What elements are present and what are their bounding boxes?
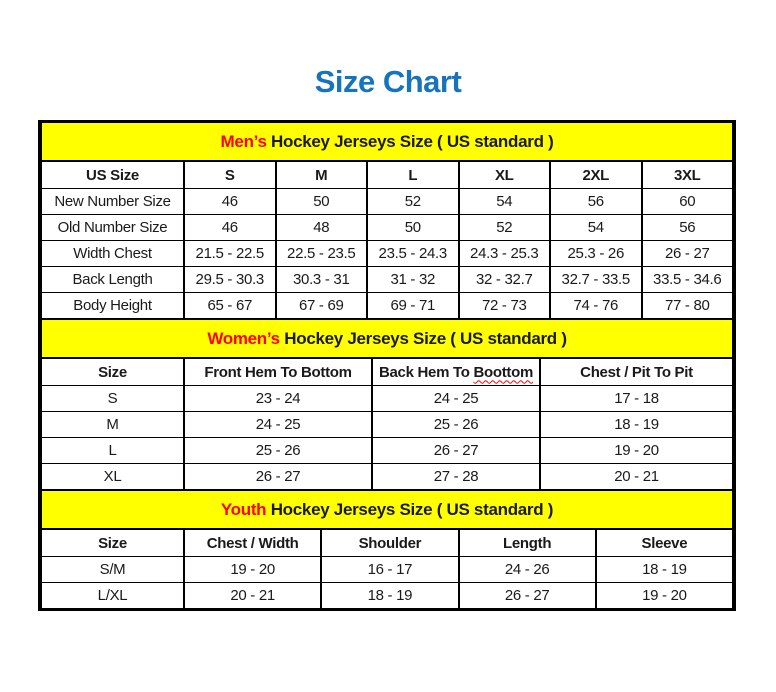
page-title: Size Chart [314,64,462,99]
header-text: Back Hem To [378,363,474,381]
data-cell: 60 [642,189,734,215]
youth-size-table [40,490,734,609]
table-row [41,386,733,412]
youth-section-band [41,491,733,530]
header-cell: Size [41,529,184,557]
data-cell: 26 - 27 [372,438,540,464]
data-cell: 26 - 27 [184,464,372,490]
row-label: New Number Size [41,189,184,215]
row-label: S [41,386,184,412]
header-cell: Chest / Width [184,529,321,557]
table-row [41,583,733,609]
data-cell: 19 - 20 [184,557,321,583]
data-cell: 74 - 76 [550,293,642,319]
row-label: L [41,438,184,464]
data-cell: 29.5 - 30.3 [184,267,276,293]
header-cell-misspelled [372,358,540,386]
header-cell: Length [459,529,596,557]
data-cell: 52 [367,189,459,215]
row-label: M [41,412,184,438]
row-label: Old Number Size [41,215,184,241]
data-cell: 27 - 28 [372,464,540,490]
size-chart-table [38,120,736,611]
row-label: Back Length [41,267,184,293]
data-cell: 54 [459,189,551,215]
data-cell: 33.5 - 34.6 [642,267,734,293]
header-cell: L [367,161,459,189]
data-cell: 16 - 17 [321,557,458,583]
header-cell: S [184,161,276,189]
header-cell: Shoulder [321,529,458,557]
data-cell: 20 - 21 [540,464,733,490]
mens-title-highlight: Men’s [220,131,267,151]
table-row [41,557,733,583]
data-cell: 46 [184,189,276,215]
womens-header-row [41,358,733,386]
data-cell: 67 - 69 [276,293,368,319]
row-label: S/M [41,557,184,583]
data-cell: 46 [184,215,276,241]
data-cell: 32.7 - 33.5 [550,267,642,293]
header-cell: XL [459,161,551,189]
data-cell: 21.5 - 22.5 [184,241,276,267]
mens-section-title [41,123,733,162]
header-cell: Size [41,358,184,386]
womens-size-table [40,319,734,490]
data-cell: 56 [550,189,642,215]
data-cell: 26 - 27 [642,241,734,267]
data-cell: 48 [276,215,368,241]
data-cell: 56 [642,215,734,241]
data-cell: 18 - 19 [321,583,458,609]
data-cell: 32 - 32.7 [459,267,551,293]
data-cell: 72 - 73 [459,293,551,319]
data-cell: 50 [367,215,459,241]
data-cell: 19 - 20 [596,583,733,609]
youth-title-highlight: Youth [220,499,267,519]
data-cell: 24 - 25 [184,412,372,438]
table-row [41,189,733,215]
header-cell: M [276,161,368,189]
data-cell: 22.5 - 23.5 [276,241,368,267]
data-cell: 77 - 80 [642,293,734,319]
data-cell: 26 - 27 [459,583,596,609]
row-label: XL [41,464,184,490]
table-row [41,438,733,464]
header-cell: Front Hem To Bottom [184,358,372,386]
womens-title-rest: Hockey Jerseys Size ( US standard ) [279,328,567,348]
mens-header-row [41,161,733,189]
table-row [41,241,733,267]
mens-size-table [40,122,734,319]
spellcheck-squiggle-word: Boottom [473,363,534,381]
row-label: Width Chest [41,241,184,267]
data-cell: 19 - 20 [540,438,733,464]
data-cell: 23.5 - 24.3 [367,241,459,267]
data-cell: 25.3 - 26 [550,241,642,267]
table-row [41,464,733,490]
header-cell: Sleeve [596,529,733,557]
womens-title-highlight: Women’s [207,328,280,348]
data-cell: 18 - 19 [540,412,733,438]
data-cell: 20 - 21 [184,583,321,609]
womens-section-band [41,320,733,359]
mens-section-band [41,123,733,162]
youth-section-title [41,491,733,530]
data-cell: 18 - 19 [596,557,733,583]
womens-section-title [41,320,733,359]
header-cell: Chest / Pit To Pit [540,358,733,386]
row-label: L/XL [41,583,184,609]
table-row [41,412,733,438]
youth-header-row [41,529,733,557]
header-cell: 3XL [642,161,734,189]
data-cell: 24 - 25 [372,386,540,412]
data-cell: 65 - 67 [184,293,276,319]
row-label: Body Height [41,293,184,319]
data-cell: 30.3 - 31 [276,267,368,293]
data-cell: 54 [550,215,642,241]
data-cell: 24.3 - 25.3 [459,241,551,267]
table-row [41,215,733,241]
data-cell: 52 [459,215,551,241]
data-cell: 23 - 24 [184,386,372,412]
data-cell: 25 - 26 [372,412,540,438]
header-cell: US Size [41,161,184,189]
header-cell: 2XL [550,161,642,189]
youth-title-rest: Hockey Jerseys Size ( US standard ) [266,499,554,519]
data-cell: 31 - 32 [367,267,459,293]
data-cell: 24 - 26 [459,557,596,583]
data-cell: 50 [276,189,368,215]
data-cell: 17 - 18 [540,386,733,412]
data-cell: 69 - 71 [367,293,459,319]
data-cell: 25 - 26 [184,438,372,464]
mens-title-rest: Hockey Jerseys Size ( US standard ) [266,131,554,151]
table-row [41,293,733,319]
table-row [41,267,733,293]
